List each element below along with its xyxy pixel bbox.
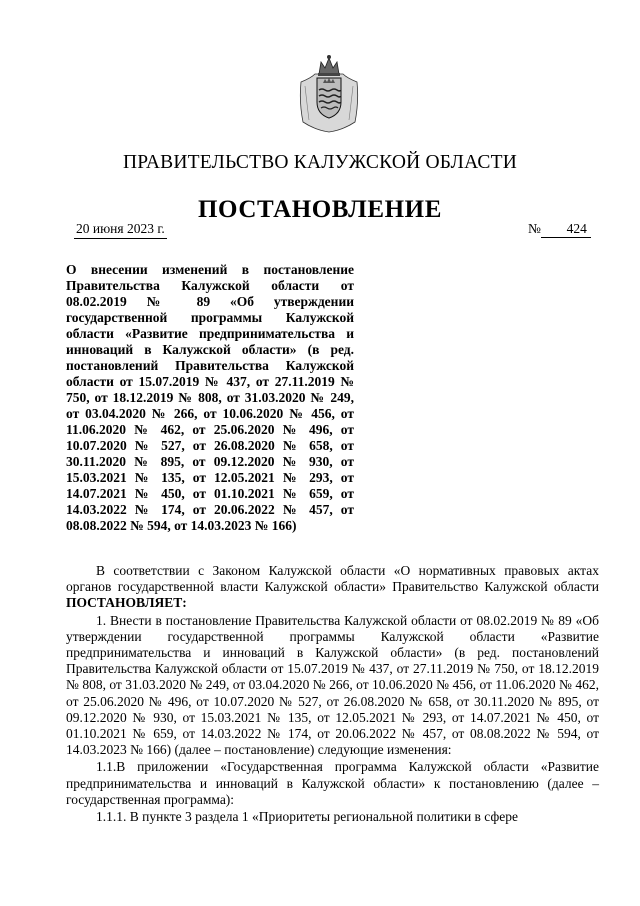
preamble-text: В соответствии с Законом Калужской области «О нормативных правовых актах органов государственной власти Калужской области» Правительство Калужской области: [66, 563, 599, 595]
paragraph-1-1: 1.1.В приложении «Государственная программа Калужской области «Развитие предпринимательства и инноваций в Калужской области» к постановлению (далее – государственная программа):: [66, 759, 599, 807]
document-body: [66, 563, 599, 825]
decree-word: ПОСТАНОВЛЯЕТ:: [66, 595, 187, 611]
document-date: 20 июня 2023 г.: [74, 221, 167, 239]
number-value: 424: [541, 221, 591, 238]
number-sign: №: [528, 221, 541, 236]
document-subject: О внесении изменений в постановление Правительства Калужской области от 08.02.2019 № 89 «Об утверждении государственной программы Калужской области «Развитие предпринимательства и инноваций в Калужской области» (в ред. постановлений Правительства Калужской области от 15.07.2019 № 437, от 27.11.2019 № 750, от 18.12.2019 № 808, от 31.03.2020 № 249, от 03.04.2020 № 266, от 10.06.2020 № 456, от 11.06.2020 № 462, от 25.06.2020 № 496, от 10.07.2020 № 527, от 26.08.2020 № 658, от 30.11.2020 № 895, от 09.12.2020 № 930, от 15.03.2021 № 135, от 12.05.2021 № 293, от 14.07.2021 № 450, от 01.10.2021 № 659, от 14.03.2022 № 174, от 20.06.2022 № 457, от 08.08.2022 № 594, от 14.03.2023 № 166): [66, 262, 354, 533]
coat-of-arms-icon: [297, 52, 361, 134]
document-number: [528, 221, 591, 238]
preamble-paragraph: [66, 563, 599, 612]
paragraph-1: 1. Внести в постановление Правительства Калужской области от 08.02.2019 № 89 «Об утверждении государственной программы Калужской области «Развитие предпринимательства и инноваций в Калужской области» (в ред. постановлений Правительства Калужской области от 15.07.2019 № 437, от 27.11.2019 № 750, от 18.12.2019 № 808, от 31.03.2020 № 249, от 03.04.2020 № 266, от 10.06.2020 № 456, от 11.06.2020 № 462, от 25.06.2020 № 496, от 10.07.2020 № 527, от 26.08.2020 № 658, от 30.11.2020 № 895, от 09.12.2020 № 930, от 15.03.2021 № 135, от 12.05.2021 № 293, от 14.07.2021 № 450, от 01.10.2021 № 659, от 14.03.2022 № 174, от 20.06.2022 № 457, от 08.08.2022 № 594, от 14.03.2023 № 166) (далее – постановление) следующие изменения:: [66, 612, 599, 758]
government-title: ПРАВИТЕЛЬСТВО КАЛУЖСКОЙ ОБЛАСТИ: [123, 152, 517, 173]
paragraph-1-1-1: 1.1.1. В пункте 3 раздела 1 «Приоритеты региональной политики в сфере: [96, 809, 518, 825]
document-type-title: ПОСТАНОВЛЕНИЕ: [197, 196, 443, 223]
